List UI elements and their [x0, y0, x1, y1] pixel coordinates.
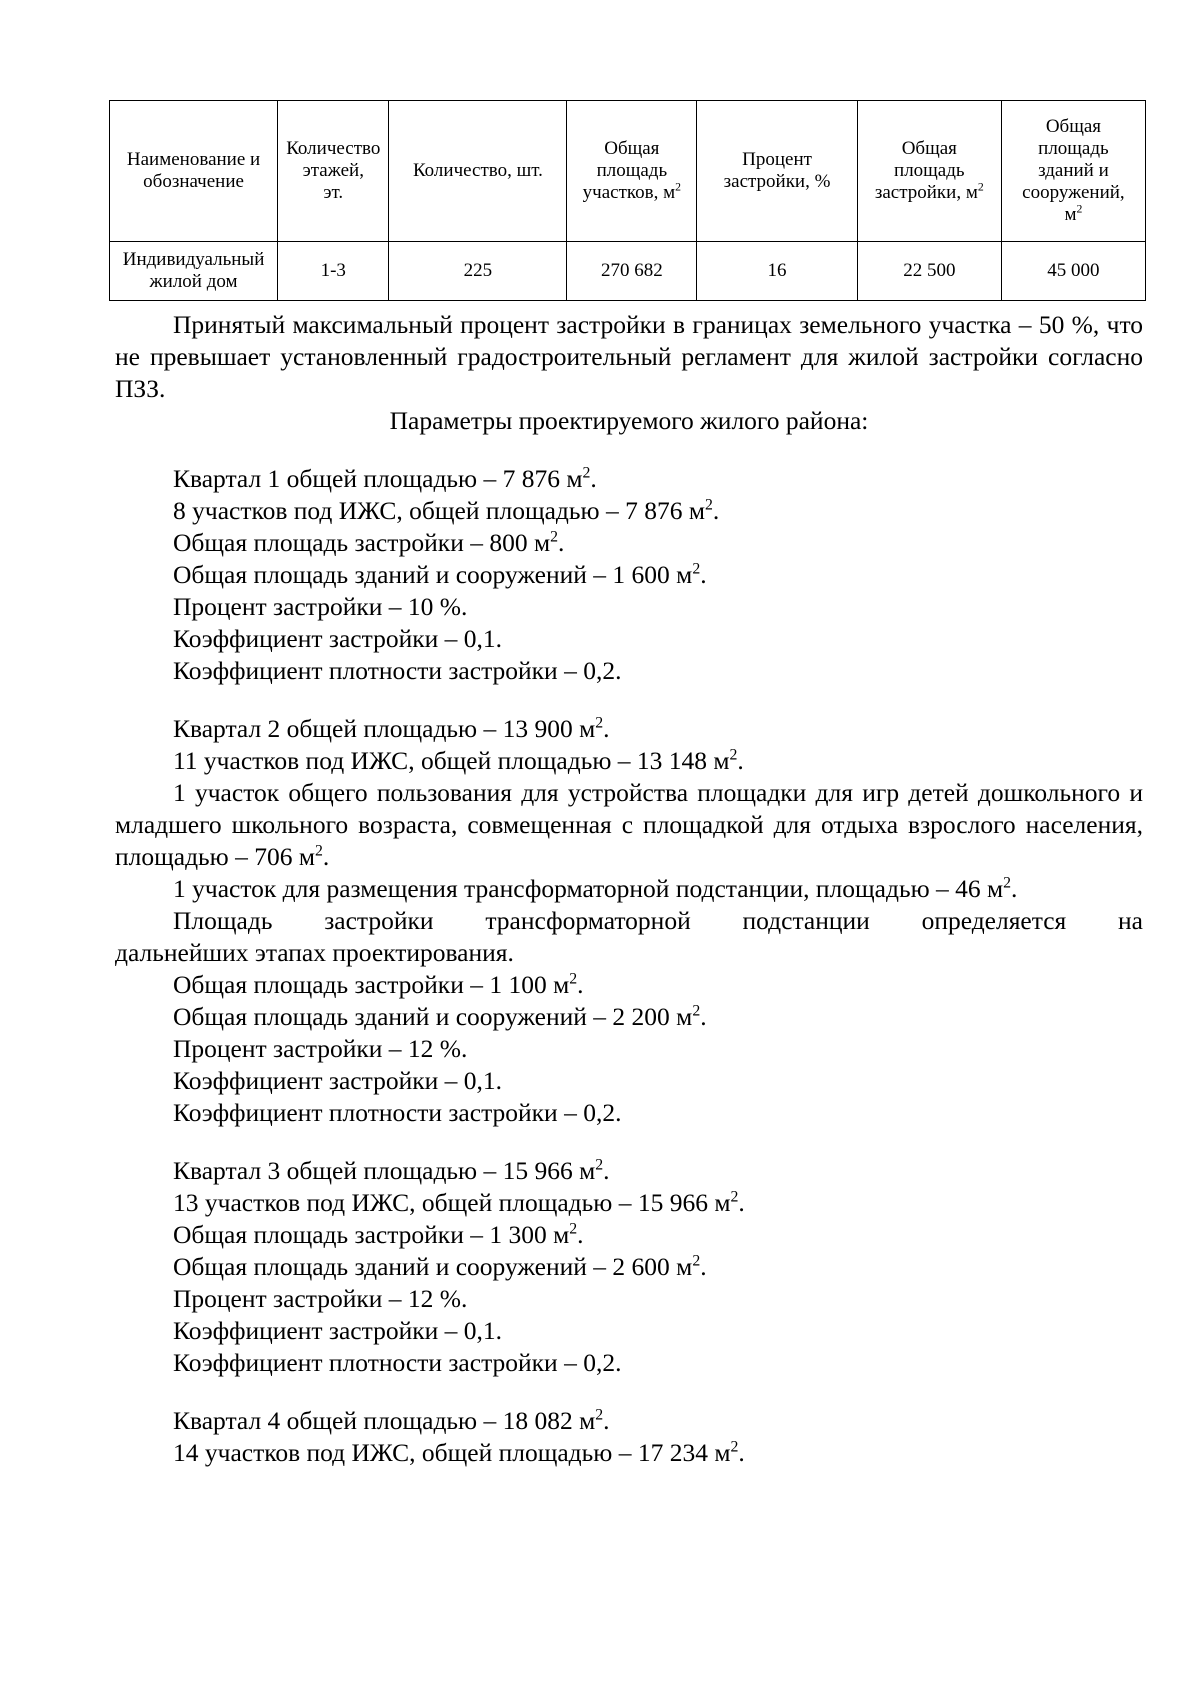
header-line	[860, 182, 999, 204]
note-word: подстанции	[742, 906, 870, 935]
cell-plot-area: 270 682	[567, 242, 697, 301]
cell-count: 225	[389, 242, 567, 301]
note-word: трансформаторной	[485, 906, 691, 935]
header-name	[110, 101, 278, 242]
q3-build-area: Общая площадь застройки – 1 300 $м^2$.	[173, 1220, 584, 1249]
intro-paragraph: Принятый максимальный процент застройки в границах земельного участка – 50 %, что не превышает установленный градостроительный регламент для жилой застройки согласно ПЗЗ.	[115, 310, 1143, 403]
q3-total: Квартал 3 общей площадью – 15 966 $м^2$.	[173, 1156, 610, 1185]
table-header-row	[110, 101, 1146, 242]
header-total-area	[1001, 101, 1145, 242]
cell-percent: 16	[697, 242, 857, 301]
header-line: Количество, шт.	[412, 160, 543, 181]
q1-percent: Процент застройки – 10 %.	[173, 592, 468, 621]
q1-total: Квартал 1 общей площадью – 7 876 $м^2$.	[173, 464, 597, 493]
note-word: застройки	[324, 906, 434, 935]
cell-building-area: 22 500	[857, 242, 1001, 301]
header-line-text: застройки, м	[874, 182, 978, 203]
header-count	[389, 101, 567, 242]
body-text	[115, 309, 1143, 1469]
header-line: Общая	[901, 138, 957, 159]
note-word: определяется	[921, 906, 1067, 935]
q2-density: Коэффициент плотности застройки – 0,2.	[173, 1098, 622, 1127]
cell-name-line: жилой дом	[149, 271, 238, 292]
q3-floor-area: Общая площадь зданий и сооружений – 2 600 $м^2$.	[173, 1252, 707, 1281]
header-line-text: участков, м	[582, 182, 676, 203]
header-line	[569, 182, 694, 204]
header-percent	[697, 101, 857, 242]
header-building-area	[857, 101, 1001, 242]
q1-plots: 8 участков под ИЖС, общей площадью – 7 876 $м^2$.	[173, 496, 720, 525]
q2-playground: 1 участок общего пользования для устройства площадки для игр детей дошкольного и младшего школьного возраста, совмещенная с площадкой для отдыха взрослого населения, площадью – 706 $м^2$.	[115, 778, 1143, 871]
header-line: обозначение	[143, 171, 244, 192]
cell-total-area: 45 000	[1001, 242, 1145, 301]
q2-coef: Коэффициент застройки – 0,1.	[173, 1066, 503, 1095]
q1-coef: Коэффициент застройки – 0,1.	[173, 624, 503, 653]
header-line	[1004, 204, 1143, 226]
header-line: Процент	[742, 149, 812, 170]
cell-name-line: Индивидуальный	[122, 249, 265, 270]
cell-floors: 1-3	[278, 242, 389, 301]
cell-name	[110, 242, 278, 301]
q1-floor-area: Общая площадь зданий и сооружений – 1 600 $м^2$.	[173, 560, 707, 589]
header-floors	[278, 101, 389, 242]
q1-density: Коэффициент плотности застройки – 0,2.	[173, 656, 622, 685]
header-line: Наименование и	[126, 149, 261, 170]
table-row	[110, 242, 1146, 301]
q2-percent: Процент застройки – 12 %.	[173, 1034, 468, 1063]
q2-substation-note-end: дальнейших этапах проектирования.	[115, 938, 514, 967]
header-line: площадь	[894, 160, 965, 181]
header-line: эт.	[323, 182, 344, 203]
unit-superscript: 2	[675, 180, 682, 194]
q2-substation: 1 участок для размещения трансформаторной подстанции, площадью – 46 $м^2$.	[173, 874, 1018, 903]
q2-substation-note	[115, 905, 1143, 937]
q3-plots: 13 участков под ИЖС, общей площадью – 15 966 $м^2$.	[173, 1188, 745, 1217]
note-word: на	[1118, 906, 1143, 935]
header-plot-area	[567, 101, 697, 242]
q2-total: Квартал 2 общей площадью – 13 900 $м^2$.	[173, 714, 610, 743]
section-heading: Параметры проектируемого жилого района:	[389, 406, 869, 435]
housing-parameters-table	[109, 100, 1146, 301]
q2-build-area: Общая площадь застройки – 1 100 $м^2$.	[173, 970, 584, 999]
q1-build-area: Общая площадь застройки – 800 $м^2$.	[173, 528, 565, 557]
header-line: застройки, %	[723, 171, 831, 192]
header-line: Общая	[1045, 116, 1102, 137]
q4-plots: 14 участков под ИЖС, общей площадью – 17 234 $м^2$.	[173, 1438, 745, 1467]
note-word: Площадь	[173, 906, 273, 935]
unit-superscript: 2	[977, 180, 984, 194]
header-line-text: м	[1064, 204, 1077, 225]
header-line: площадь	[1038, 138, 1109, 159]
q2-plots: 11 участков под ИЖС, общей площадью – 13 148 $м^2$.	[173, 746, 744, 775]
header-line: Количество	[286, 138, 381, 159]
header-line: зданий и	[1038, 160, 1109, 181]
q3-density: Коэффициент плотности застройки – 0,2.	[173, 1348, 622, 1377]
header-line: площадь	[596, 160, 668, 181]
q4-total: Квартал 4 общей площадью – 18 082 $м^2$.	[173, 1406, 610, 1435]
header-line: Общая	[604, 138, 660, 159]
header-line: этажей,	[302, 160, 364, 181]
q2-floor-area: Общая площадь зданий и сооружений – 2 200 $м^2$.	[173, 1002, 707, 1031]
header-line: сооружений,	[1022, 182, 1125, 203]
q3-percent: Процент застройки – 12 %.	[173, 1284, 468, 1313]
unit-superscript: 2	[1076, 202, 1083, 216]
q3-coef: Коэффициент застройки – 0,1.	[173, 1316, 503, 1345]
